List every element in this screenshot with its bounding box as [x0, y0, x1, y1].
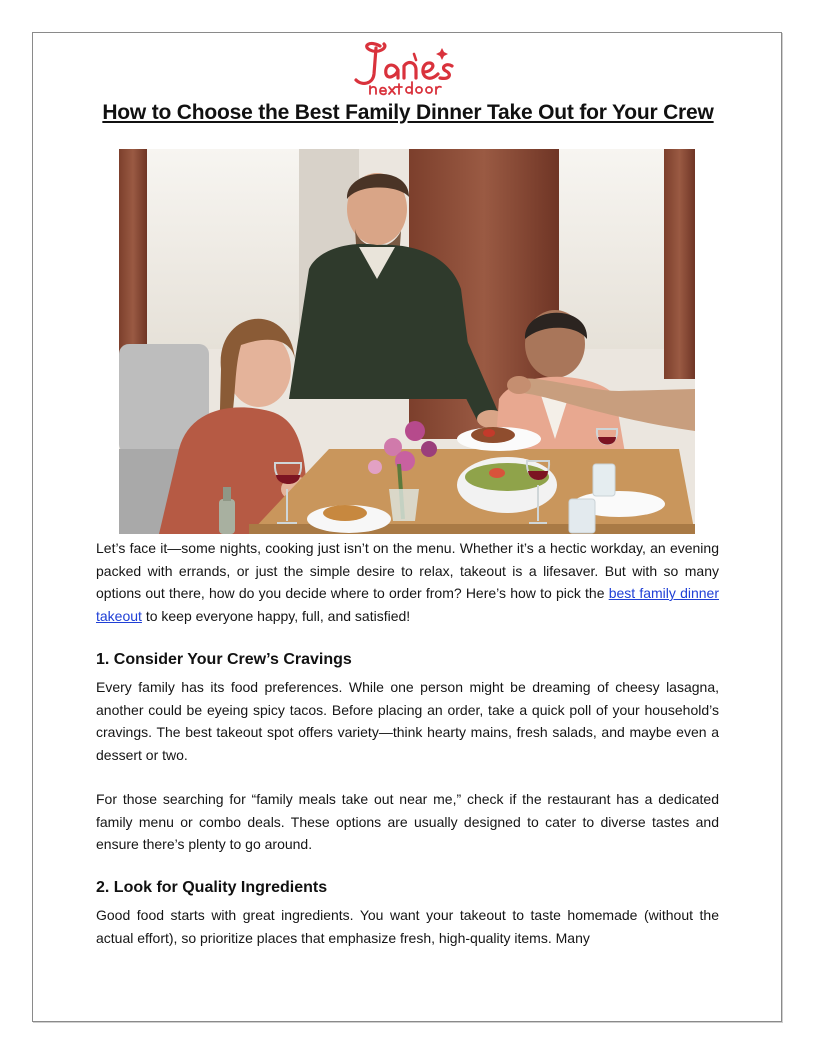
section-paragraph: Every family has its food preferences. While one person might be dreaming of cheesy lasagna, another could be eyeing spicy tacos. Before placing an order, take a quick poll of your household’s cravings. The best takeout spot offers variety—think hearty mains, fresh salads, and maybe even a dessert or two.	[96, 679, 719, 763]
intro-paragraph	[96, 537, 719, 627]
janes-logo-icon	[340, 36, 476, 102]
intro-text-after: to keep everyone happy, full, and satisfied!	[141, 607, 411, 624]
intro-text-before: Let’s face it—some nights, cooking just isn’t on the menu. Whether it’s a hectic workday, an evening packed with errands, or just the simple desire to relax, takeout is a lifesaver. But with so many options out there, how do you decide where to order from? Here’s how to pick the	[96, 540, 719, 601]
section-paragraph: Good food starts with great ingredients. You want your takeout to taste homemade (without the actual effort), so prioritize places that emphasize fresh, high-quality items. Many	[96, 907, 719, 946]
section-heading-cravings: 1. Consider Your Crew’s Cravings	[96, 651, 352, 668]
family-dinner-photo-icon	[119, 149, 695, 534]
brand-logo[interactable]	[340, 36, 476, 102]
best-family-dinner-takeout-link[interactable]: best family dinner takeout	[96, 585, 719, 624]
page-title: How to Choose the Best Family Dinner Take Out for Your Crew	[102, 101, 714, 124]
section-heading-ingredients: 2. Look for Quality Ingredients	[96, 879, 328, 896]
hero-image	[119, 149, 695, 534]
section-paragraph: For those searching for “family meals take out near me,” check if the restaurant has a dedicated family menu or combo deals. These options are usually designed to cater to diverse tastes and ensure there’s plenty to go around.	[96, 791, 719, 852]
